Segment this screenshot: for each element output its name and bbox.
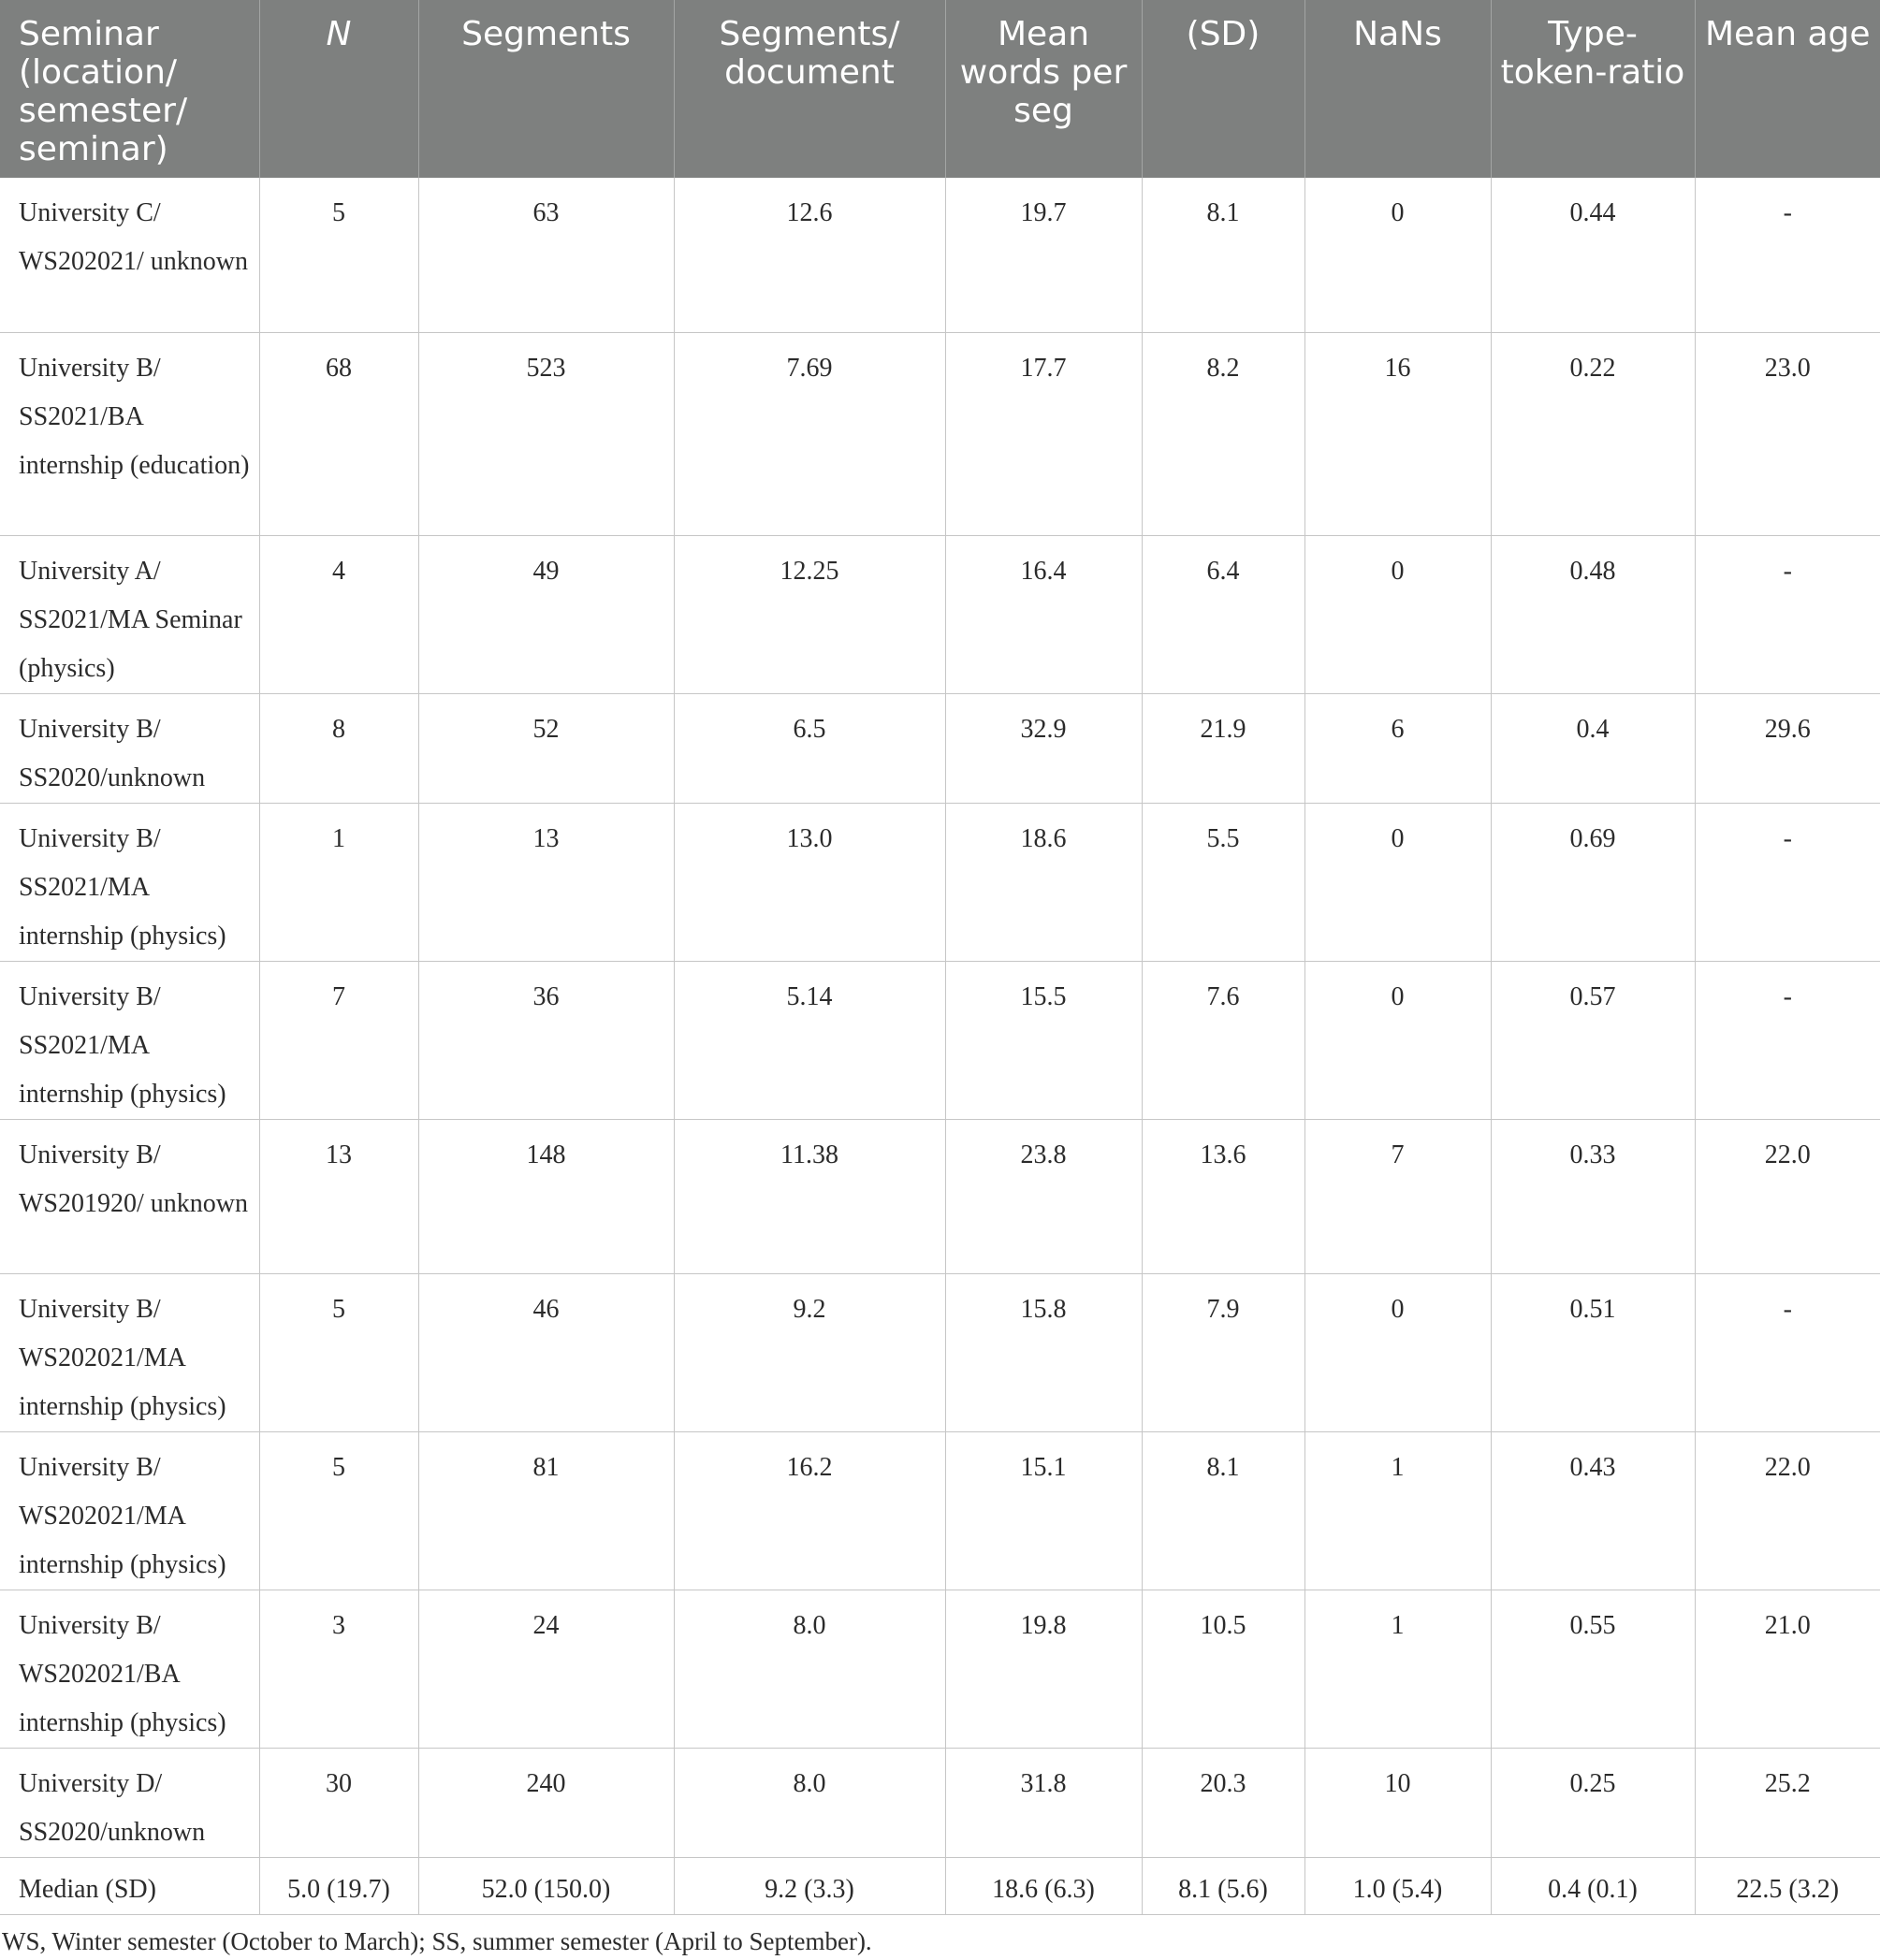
cell-segments: 148 [418, 1119, 674, 1273]
median-cell-n: 5.0 (19.7) [259, 1857, 418, 1914]
cell-n: 5 [259, 1431, 418, 1590]
cell-type-token-ratio: 0.48 [1491, 535, 1695, 693]
cell-n: 4 [259, 535, 418, 693]
header-mean-words: Mean words per seg [945, 0, 1142, 178]
cell-n: 1 [259, 803, 418, 961]
table-body [0, 178, 1880, 1914]
cell-sd: 13.6 [1142, 1119, 1304, 1273]
cell-type-token-ratio: 0.57 [1491, 961, 1695, 1119]
median-cell-seminar: Median (SD) [0, 1857, 259, 1914]
median-cell-segments-per-document: 9.2 (3.3) [674, 1857, 945, 1914]
cell-mean-words: 31.8 [945, 1748, 1142, 1857]
cell-nans: 1 [1304, 1590, 1491, 1748]
cell-sd: 20.3 [1142, 1748, 1304, 1857]
table-row [0, 1119, 1880, 1273]
cell-mean-words: 18.6 [945, 803, 1142, 961]
cell-segments: 36 [418, 961, 674, 1119]
table-row [0, 178, 1880, 332]
cell-segments-per-document: 11.38 [674, 1119, 945, 1273]
cell-n: 30 [259, 1748, 418, 1857]
median-cell-segments: 52.0 (150.0) [418, 1857, 674, 1914]
cell-segments: 523 [418, 332, 674, 535]
cell-segments-per-document: 8.0 [674, 1748, 945, 1857]
cell-type-token-ratio: 0.33 [1491, 1119, 1695, 1273]
cell-mean-age: - [1695, 961, 1880, 1119]
cell-segments: 52 [418, 693, 674, 803]
cell-segments-per-document: 7.69 [674, 332, 945, 535]
cell-sd: 5.5 [1142, 803, 1304, 961]
cell-seminar: University B/ SS2021/MA internship (physics) [0, 803, 259, 961]
cell-seminar: University C/ WS202021/ unknown [0, 178, 259, 332]
cell-type-token-ratio: 0.55 [1491, 1590, 1695, 1748]
cell-seminar: University B/ WS201920/ unknown [0, 1119, 259, 1273]
cell-segments-per-document: 9.2 [674, 1273, 945, 1431]
cell-seminar: University A/ SS2021/MA Seminar (physics) [0, 535, 259, 693]
cell-seminar: University B/ SS2021/BA internship (education) [0, 332, 259, 535]
cell-mean-age: 29.6 [1695, 693, 1880, 803]
header-mean-age: Mean age [1695, 0, 1880, 178]
cell-mean-age: 22.0 [1695, 1431, 1880, 1590]
cell-segments-per-document: 12.6 [674, 178, 945, 332]
cell-nans: 0 [1304, 535, 1491, 693]
cell-nans: 16 [1304, 332, 1491, 535]
cell-sd: 7.9 [1142, 1273, 1304, 1431]
table-row [0, 693, 1880, 803]
cell-sd: 8.2 [1142, 332, 1304, 535]
cell-mean-age: 23.0 [1695, 332, 1880, 535]
cell-mean-words: 19.8 [945, 1590, 1142, 1748]
cell-mean-age: - [1695, 535, 1880, 693]
cell-seminar: University B/ WS202021/BA internship (physics) [0, 1590, 259, 1748]
cell-mean-words: 15.8 [945, 1273, 1142, 1431]
cell-type-token-ratio: 0.51 [1491, 1273, 1695, 1431]
median-cell-sd: 8.1 (5.6) [1142, 1857, 1304, 1914]
median-cell-nans: 1.0 (5.4) [1304, 1857, 1491, 1914]
cell-type-token-ratio: 0.44 [1491, 178, 1695, 332]
cell-segments: 240 [418, 1748, 674, 1857]
table-row [0, 1748, 1880, 1857]
cell-n: 8 [259, 693, 418, 803]
cell-nans: 10 [1304, 1748, 1491, 1857]
cell-sd: 21.9 [1142, 693, 1304, 803]
cell-nans: 0 [1304, 803, 1491, 961]
table-footnote: WS, Winter semester (October to March); SS, summer semester (April to September). [2, 1926, 872, 1955]
header-sd: (SD) [1142, 0, 1304, 178]
header-segments-per-document: Segments/ document [674, 0, 945, 178]
cell-seminar: University B/ WS202021/MA internship (physics) [0, 1273, 259, 1431]
cell-mean-age: - [1695, 803, 1880, 961]
cell-segments: 49 [418, 535, 674, 693]
cell-seminar: University B/ SS2020/unknown [0, 693, 259, 803]
cell-sd: 8.1 [1142, 1431, 1304, 1590]
header-nans: NaNs [1304, 0, 1491, 178]
cell-n: 7 [259, 961, 418, 1119]
cell-type-token-ratio: 0.69 [1491, 803, 1695, 961]
cell-segments-per-document: 12.25 [674, 535, 945, 693]
cell-type-token-ratio: 0.25 [1491, 1748, 1695, 1857]
cell-segments: 81 [418, 1431, 674, 1590]
cell-sd: 7.6 [1142, 961, 1304, 1119]
cell-n: 5 [259, 178, 418, 332]
cell-segments-per-document: 13.0 [674, 803, 945, 961]
cell-segments-per-document: 5.14 [674, 961, 945, 1119]
table-row [0, 1431, 1880, 1590]
cell-mean-words: 17.7 [945, 332, 1142, 535]
cell-mean-age: 22.0 [1695, 1119, 1880, 1273]
table-row [0, 1273, 1880, 1431]
header-type-token-ratio: Type-token-ratio [1491, 0, 1695, 178]
cell-segments-per-document: 16.2 [674, 1431, 945, 1590]
cell-nans: 6 [1304, 693, 1491, 803]
cell-segments: 24 [418, 1590, 674, 1748]
cell-segments-per-document: 6.5 [674, 693, 945, 803]
header-n: N [259, 0, 418, 178]
table-row [0, 332, 1880, 535]
median-row [0, 1857, 1880, 1914]
cell-sd: 8.1 [1142, 178, 1304, 332]
cell-mean-words: 23.8 [945, 1119, 1142, 1273]
cell-n: 13 [259, 1119, 418, 1273]
cell-type-token-ratio: 0.22 [1491, 332, 1695, 535]
cell-mean-words: 19.7 [945, 178, 1142, 332]
cell-segments: 13 [418, 803, 674, 961]
median-cell-mean-words: 18.6 (6.3) [945, 1857, 1142, 1914]
cell-nans: 0 [1304, 1273, 1491, 1431]
table-header [0, 0, 1880, 178]
cell-mean-age: - [1695, 178, 1880, 332]
cell-mean-words: 32.9 [945, 693, 1142, 803]
cell-seminar: University D/ SS2020/unknown [0, 1748, 259, 1857]
cell-n: 5 [259, 1273, 418, 1431]
cell-mean-words: 15.5 [945, 961, 1142, 1119]
cell-mean-words: 15.1 [945, 1431, 1142, 1590]
cell-sd: 10.5 [1142, 1590, 1304, 1748]
cell-type-token-ratio: 0.43 [1491, 1431, 1695, 1590]
cell-nans: 1 [1304, 1431, 1491, 1590]
header-segments: Segments [418, 0, 674, 178]
cell-nans: 0 [1304, 961, 1491, 1119]
cell-segments-per-document: 8.0 [674, 1590, 945, 1748]
cell-mean-age: 25.2 [1695, 1748, 1880, 1857]
cell-n: 68 [259, 332, 418, 535]
cell-segments: 63 [418, 178, 674, 332]
table-row [0, 961, 1880, 1119]
table-row [0, 535, 1880, 693]
table-row [0, 1590, 1880, 1748]
cell-mean-words: 16.4 [945, 535, 1142, 693]
median-cell-type-token-ratio: 0.4 (0.1) [1491, 1857, 1695, 1914]
cell-type-token-ratio: 0.4 [1491, 693, 1695, 803]
cell-seminar: University B/ WS202021/MA internship (physics) [0, 1431, 259, 1590]
cell-nans: 0 [1304, 178, 1491, 332]
cell-mean-age: 21.0 [1695, 1590, 1880, 1748]
header-row [0, 0, 1880, 178]
median-cell-mean-age: 22.5 (3.2) [1695, 1857, 1880, 1914]
cell-seminar: University B/ SS2021/MA internship (physics) [0, 961, 259, 1119]
header-seminar: Seminar (location/ semester/ seminar) [0, 0, 259, 178]
cell-n: 3 [259, 1590, 418, 1748]
cell-sd: 6.4 [1142, 535, 1304, 693]
table-row [0, 803, 1880, 961]
cell-segments: 46 [418, 1273, 674, 1431]
cell-nans: 7 [1304, 1119, 1491, 1273]
cell-mean-age: - [1695, 1273, 1880, 1431]
